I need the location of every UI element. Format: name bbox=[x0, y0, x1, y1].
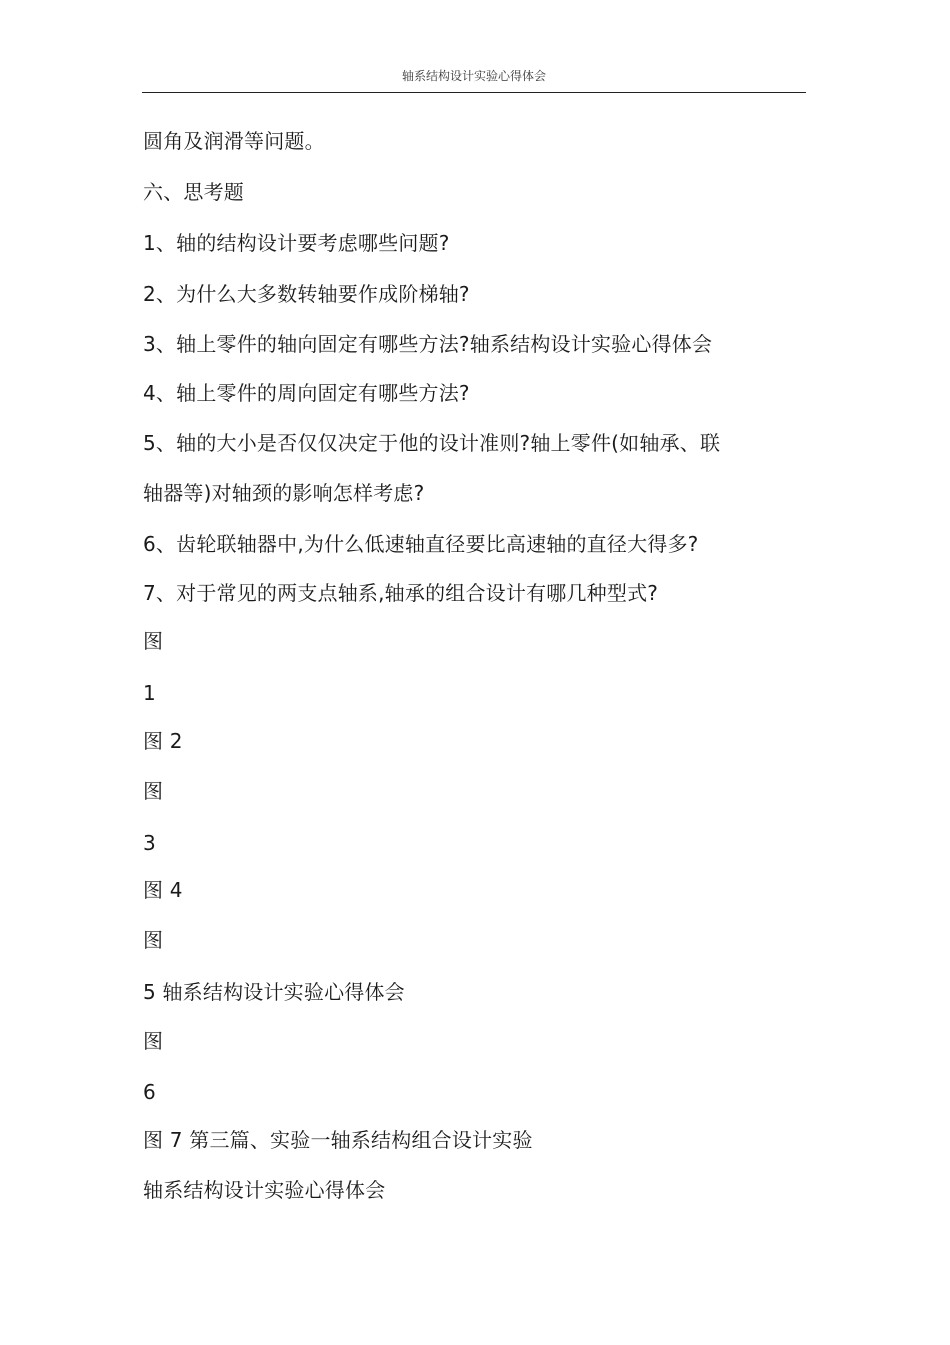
question-6: 6、齿轮联轴器中,为什么低速轴直径要比高速轴的直径大得多? bbox=[143, 532, 699, 556]
figure-label: 图 4 bbox=[143, 878, 183, 902]
figure-label: 图 bbox=[143, 779, 164, 803]
question-7: 7、对于常见的两支点轴系,轴承的组合设计有哪几种型式? bbox=[143, 581, 659, 605]
header-title: 轴系结构设计实验心得体会 bbox=[401, 69, 546, 83]
figure-number: 3 bbox=[143, 831, 156, 855]
figure-caption: 5 轴系结构设计实验心得体会 bbox=[143, 980, 405, 1004]
figure-label: 图 2 bbox=[143, 729, 183, 753]
question-5-continued: 轴器等)对轴颈的影响怎样考虑? bbox=[143, 481, 425, 505]
page-header bbox=[142, 66, 806, 93]
question-3: 3、轴上零件的轴向固定有哪些方法?轴系结构设计实验心得体会 bbox=[143, 332, 713, 356]
figure-label: 图 bbox=[143, 928, 164, 952]
question-1: 1、轴的结构设计要考虑哪些问题? bbox=[143, 231, 450, 255]
text-line: 圆角及润滑等问题。 bbox=[143, 129, 325, 153]
section-heading: 六、思考题 bbox=[143, 180, 244, 204]
figure-label: 图 bbox=[143, 1029, 164, 1053]
figure-number: 1 bbox=[143, 681, 156, 705]
question-4: 4、轴上零件的周向固定有哪些方法? bbox=[143, 381, 470, 405]
figure-caption: 图 7 第三篇、实验一轴系结构组合设计实验 bbox=[143, 1128, 533, 1152]
text-line: 轴系结构设计实验心得体会 bbox=[143, 1178, 386, 1202]
figure-label: 图 bbox=[143, 629, 164, 653]
question-2: 2、为什么大多数转轴要作成阶梯轴? bbox=[143, 282, 470, 306]
question-5: 5、轴的大小是否仅仅决定于他的设计准则?轴上零件(如轴承、联 bbox=[143, 431, 721, 455]
figure-number: 6 bbox=[143, 1080, 156, 1104]
